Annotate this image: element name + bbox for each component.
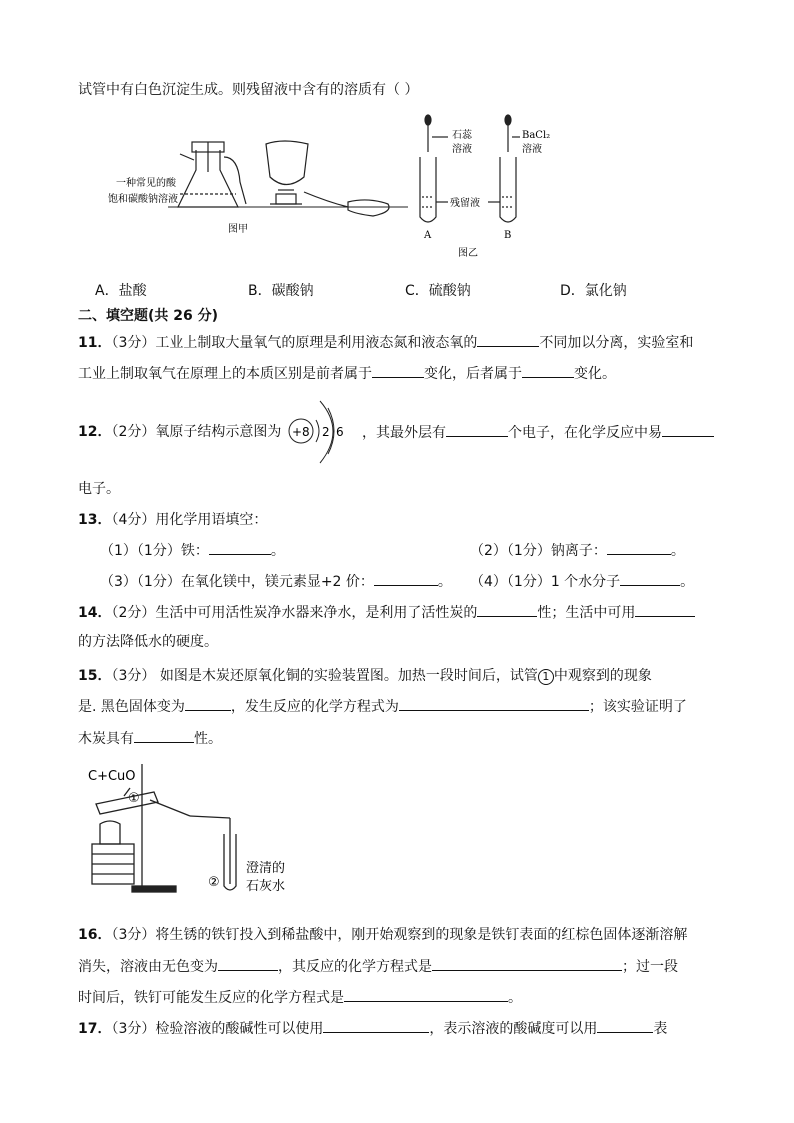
atom-shell1-electrons: 2 [322, 425, 330, 439]
q15-line2 [78, 696, 687, 717]
q17-text-b: ，表示溶液的酸碱度可以用 [429, 1021, 598, 1037]
q13-line1 [78, 510, 267, 530]
fig-yi-tube-a: A [424, 230, 432, 241]
option-a: A．盐酸 [95, 283, 147, 299]
fig-jia-label-solution: 饱和碳酸钠溶液 [108, 194, 178, 205]
q15-line1 [78, 666, 652, 686]
q16-text-e: 时间后，铁钉可能发生反应的化学方程式是 [78, 990, 344, 1006]
q13-number: 13． [78, 512, 112, 528]
q11-blank-1[interactable] [477, 332, 539, 347]
q15-text-d: ，发生反应的化学方程式为 [230, 699, 399, 715]
fig-label-c-cuo: C+CuO [88, 769, 136, 784]
q17-blank-2[interactable] [597, 1018, 653, 1033]
carbon-reduction-apparatus [80, 762, 310, 902]
q17-blank-1[interactable] [323, 1018, 429, 1033]
q14-text-b: 性；生活中可用 [537, 605, 636, 621]
q12-line2: 电子。 [78, 481, 120, 497]
q11-text-a: （3分）工业上制取大量氧气的原理是利用液态氮和液态氧的 [111, 335, 478, 351]
fig-label-limewater-2: 石灰水 [246, 879, 286, 894]
q13-part1 [100, 540, 285, 561]
q13-part2-end: 。 [670, 543, 685, 559]
q15-text-g: 性。 [194, 731, 222, 747]
figure-yi [408, 112, 568, 262]
q11-number: 11． [78, 335, 112, 351]
q17-text-c: 表 [653, 1021, 668, 1037]
fig-yi-residue: 残留液 [450, 198, 480, 209]
flask-drawing [178, 142, 246, 207]
q11-blank-3[interactable] [522, 363, 574, 378]
q17-line1 [78, 1018, 667, 1039]
q14-text-a: （2分）生活中可用活性炭净水器来净水，是利用了活性炭的 [111, 605, 478, 621]
q15-line3 [78, 728, 222, 749]
q13-part3-label: （3）（1分）在氧化镁中，镁元素显+2 价： [100, 574, 374, 590]
fig-jia-caption: 图甲 [228, 224, 248, 235]
q16-line2 [78, 956, 678, 977]
q11-blank-2[interactable] [372, 363, 424, 378]
atom-shell2-electrons: 6 [336, 425, 344, 439]
q14-number: 14． [78, 605, 112, 621]
fig-mark-2: ② [208, 875, 220, 890]
q17-text-a: （3分）检验溶液的酸碱性可以使用 [111, 1021, 324, 1037]
q13-title: （4分）用化学用语填空： [111, 512, 268, 528]
q12-line1 [78, 422, 281, 442]
q16-number: 16． [78, 927, 112, 943]
q11-text-e: 变化。 [574, 366, 616, 382]
fig-yi-reagent-b2: 溶液 [522, 144, 542, 155]
q12-blank-2[interactable] [662, 422, 714, 437]
q13-part4 [470, 571, 694, 592]
q12-text-a: （2分）氧原子结构示意图为 [111, 424, 282, 440]
fig-jia-label-acid: 一种常见的酸 [116, 178, 176, 189]
figure-jia [108, 112, 408, 242]
q11-line1 [78, 332, 693, 353]
q16-blank-3[interactable] [344, 987, 508, 1002]
q15-text-c: 是. 黑色固体变为 [78, 699, 185, 715]
q16-text-a: （3分）将生锈的铁钉投入到稀盐酸中，刚开始观察到的现象是铁钉表面的红棕色固体逐渐溶解 [111, 927, 688, 943]
q14-blank-1[interactable] [477, 602, 537, 617]
q15-blank-2[interactable] [399, 696, 589, 711]
q16-text-f: 。 [508, 990, 522, 1006]
fig-yi-reagent-a: 石蕊 [452, 130, 472, 141]
fig-yi-reagent-a2: 溶液 [452, 144, 472, 155]
q13-blank-1[interactable] [209, 540, 271, 555]
fig-yi-caption: 图乙 [458, 248, 478, 259]
option-b: B．碳酸钠 [248, 283, 314, 299]
q13-part3 [100, 571, 452, 592]
q15-tube1-mark: 1 [538, 669, 554, 685]
q16-blank-2[interactable] [432, 956, 622, 971]
q13-part2-label: （2）（1分）钠离子： [470, 543, 607, 559]
fig-label-limewater-1: 澄清的 [246, 861, 286, 876]
atom-nucleus-charge: +8 [292, 425, 310, 439]
q11-text-d: 变化，后者属于 [424, 366, 522, 382]
q12-text-c: 个电子，在化学反应中易 [508, 425, 662, 441]
q14-line2: 的方法降低水的硬度。 [78, 634, 218, 650]
q13-blank-4[interactable] [620, 571, 680, 586]
q13-part4-end: 。 [680, 574, 695, 590]
q15-blank-1[interactable] [185, 696, 231, 711]
q12-text-b: ，其最外层有 [362, 425, 446, 441]
q16-text-d: ；过一段 [622, 959, 678, 975]
oxygen-atom-diagram [284, 400, 362, 466]
q13-part1-label: （1）（1分）铁： [100, 543, 209, 559]
fig-yi-tube-b: B [504, 230, 512, 241]
q16-line1 [78, 925, 687, 945]
q15-number: 15． [78, 668, 112, 684]
q15-text-a: （3分） 如图是木炭还原氧化铜的实验装置图。加热一段时间后，试管 [111, 668, 538, 684]
q12-number: 12． [78, 424, 112, 440]
q16-blank-1[interactable] [218, 956, 278, 971]
q13-part3-end: 。 [437, 574, 452, 590]
q11-text-b: 不同加以分离，实验室和 [539, 335, 694, 351]
q15-blank-3[interactable] [134, 728, 194, 743]
q16-text-b: 消失，溶液由无色变为 [78, 959, 218, 975]
option-c: C．硫酸钠 [405, 283, 471, 299]
q15-text-b: 中观察到的现象 [553, 668, 652, 684]
q14-line1 [78, 602, 695, 623]
q13-part2 [470, 540, 685, 561]
section-title: 二、填空题(共 26 分) [78, 308, 219, 324]
q11-line2 [78, 363, 616, 384]
q17-number: 17． [78, 1021, 112, 1037]
q12-line1-rest [362, 422, 714, 443]
q16-line3 [78, 987, 522, 1008]
option-d: D．氯化钠 [560, 283, 627, 299]
funnel-drawing [266, 141, 389, 216]
q15-text-e: ；该实验证明了 [588, 699, 687, 715]
fig-mark-1: ① [128, 791, 140, 806]
q16-text-c: ，其反应的化学方程式是 [278, 959, 432, 975]
q13-part4-label: （4）（1分）1 个水分子 [470, 574, 621, 590]
q13-blank-3[interactable] [374, 571, 438, 586]
q13-part1-end: 。 [270, 543, 285, 559]
q15-text-f: 木炭具有 [78, 731, 134, 747]
q12-blank-1[interactable] [446, 422, 508, 437]
q14-blank-2[interactable] [635, 602, 695, 617]
q11-text-c: 工业上制取氧气在原理上的本质区别是前者属于 [78, 366, 372, 382]
fig-yi-reagent-b: BaCl₂ [522, 130, 551, 141]
q13-blank-2[interactable] [607, 540, 671, 555]
question-intro-tail: 试管中有白色沉淀生成。则残留液中含有的溶质有（ ） [78, 82, 419, 98]
